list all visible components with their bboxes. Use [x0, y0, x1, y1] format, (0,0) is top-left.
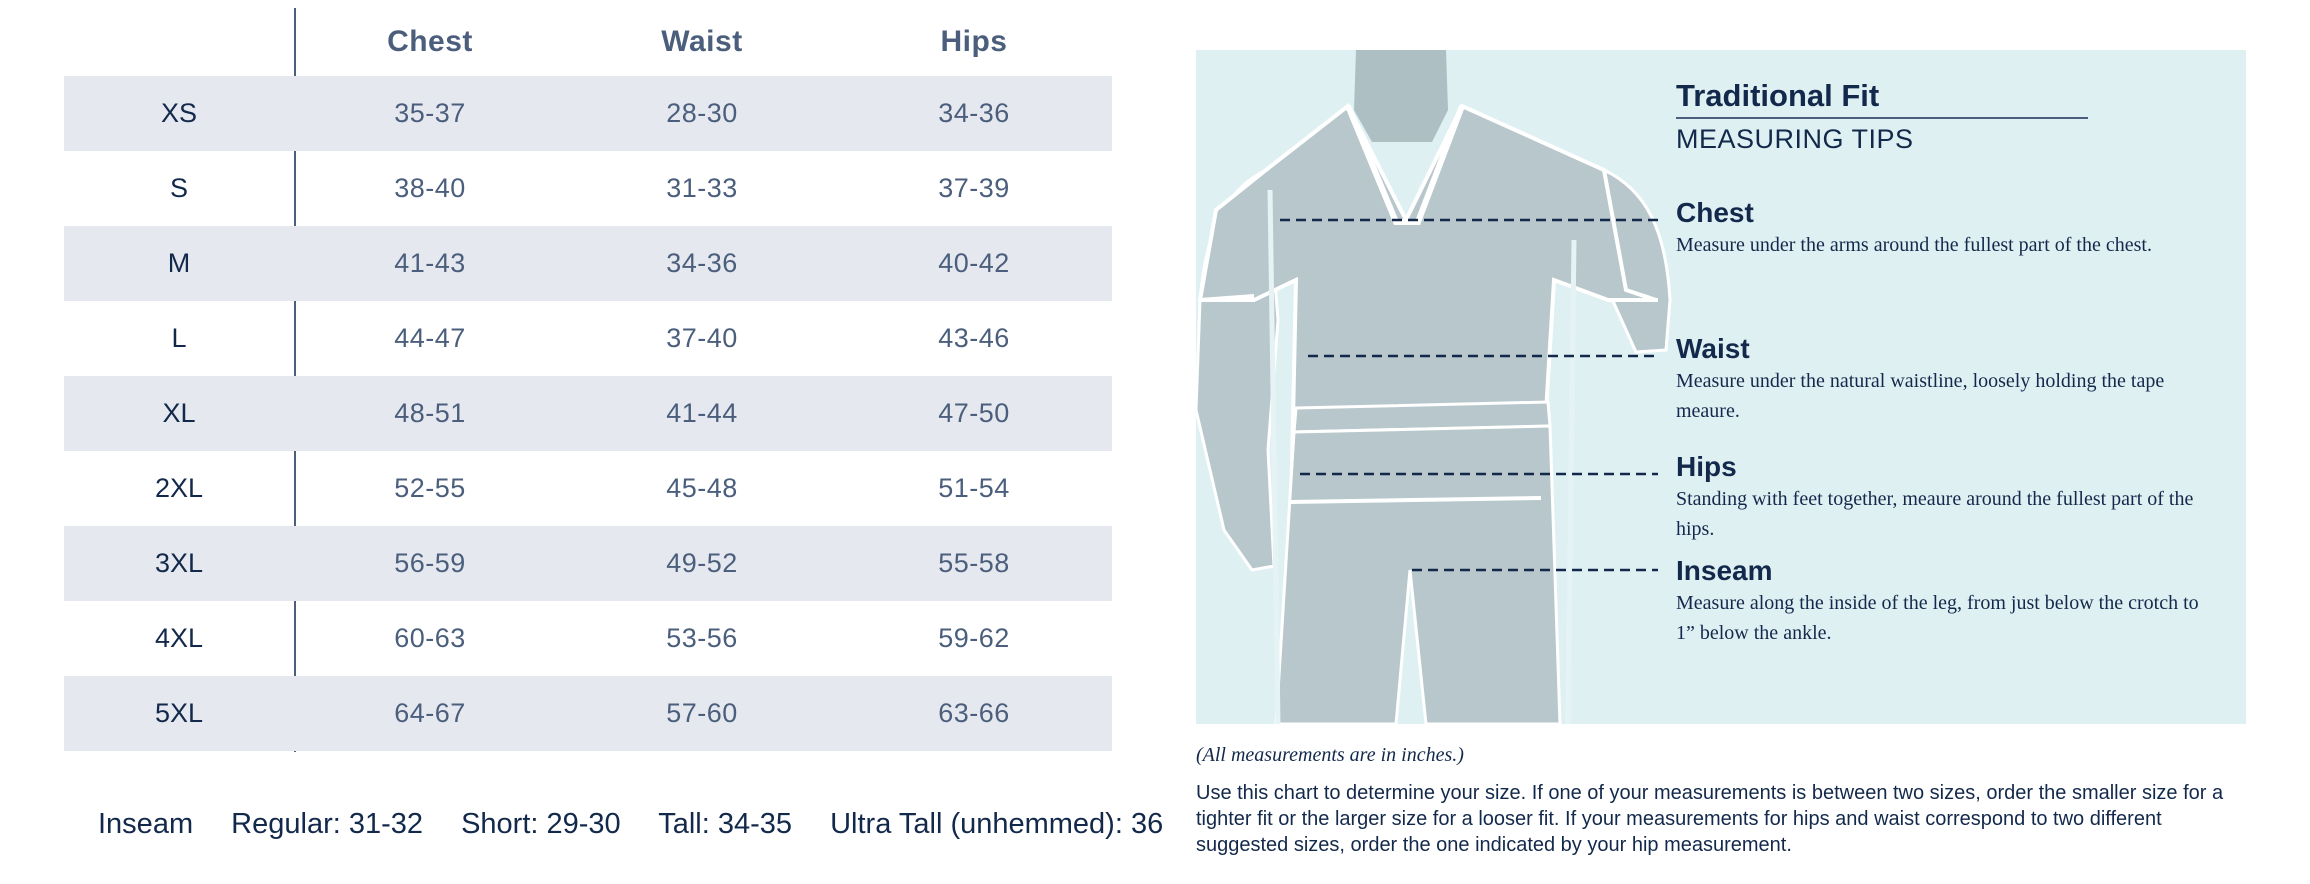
tip-waist [1676, 332, 2206, 426]
size-table [64, 8, 1112, 751]
hips-cell: 34-36 [938, 98, 1010, 128]
chest-cell: 38-40 [394, 173, 466, 203]
hips-cell: 59-62 [938, 623, 1010, 653]
chest-cell: 64-67 [394, 698, 466, 728]
waist-cell: 53-56 [666, 623, 738, 653]
hips-cell: 55-58 [938, 548, 1010, 578]
chest-cell: 44-47 [394, 323, 466, 353]
tip-title: Inseam [1676, 555, 1773, 586]
chest-cell: 52-55 [394, 473, 466, 503]
table-row [64, 676, 1112, 751]
table-row [64, 601, 1112, 676]
waist-cell: 28-30 [666, 98, 738, 128]
size-cell: S [169, 173, 188, 203]
table-row [64, 526, 1112, 601]
scrub-pants [1276, 426, 1560, 724]
waist-cell: 45-48 [666, 473, 738, 503]
tip-title: Chest [1676, 197, 1754, 228]
size-cell: 4XL [154, 623, 204, 653]
table-row [64, 451, 1112, 526]
tip-text: Measure along the inside of the leg, from just below the crotch to 1” below the ankle. [1676, 592, 2199, 644]
tip-title: Hips [1676, 451, 1737, 482]
table-row [64, 226, 1112, 301]
waist-cell: 41-44 [666, 398, 738, 428]
size-cell: L [171, 323, 187, 353]
size-cell: 5XL [154, 698, 204, 728]
tip-chest [1676, 196, 2206, 260]
inseam-ultra-tall: Ultra Tall (unhemmed): 36 [830, 808, 1164, 840]
hips-cell: 47-50 [938, 398, 1010, 428]
inseam-label: Inseam [98, 808, 194, 840]
panel-subtitle: MEASURING TIPS [1676, 124, 1914, 154]
measurement-units-note: (All measurements are in inches.) [1196, 744, 1464, 766]
size-cell: 2XL [154, 473, 204, 503]
tip-inseam [1676, 554, 2206, 648]
waist-cell: 31-33 [666, 173, 738, 203]
header-hips: Hips [940, 25, 1008, 58]
chest-cell: 41-43 [394, 248, 466, 278]
hips-cell: 51-54 [938, 473, 1010, 503]
chest-cell: 60-63 [394, 623, 466, 653]
size-cell: M [167, 248, 191, 278]
table-row [64, 376, 1112, 451]
size-cell: 3XL [154, 548, 204, 578]
hips-cell: 43-46 [938, 323, 1010, 353]
chest-cell: 56-59 [394, 548, 466, 578]
chest-cell: 35-37 [394, 98, 466, 128]
table-header-row [64, 8, 1112, 76]
size-cell: XL [162, 398, 196, 428]
waist-cell: 34-36 [666, 248, 738, 278]
sizing-instructions: Use this chart to determine your size. If one of your measurements is between two sizes, order the smaller size for a tighter fit or the larger size for a looser fit. If your measurements for hips and waist correspond to two different suggested sizes, order the one indicated by your hip measurement. [1196, 782, 2224, 856]
tip-text: Measure under the natural waistline, loosely holding the tape meaure. [1676, 370, 2165, 422]
panel-title: Traditional Fit [1676, 78, 1880, 113]
table-row [64, 301, 1112, 376]
inseam-regular: Regular: 31-32 [231, 808, 424, 840]
title-underline [1676, 117, 2088, 119]
tip-title: Waist [1676, 333, 1750, 364]
size-cell: XS [160, 98, 198, 128]
chest-cell: 48-51 [394, 398, 466, 428]
waist-cell: 37-40 [666, 323, 738, 353]
header-waist: Waist [661, 25, 743, 58]
neck [1354, 50, 1448, 142]
inseam-short: Short: 29-30 [461, 808, 621, 840]
tip-hips [1676, 450, 2206, 544]
measuring-tips-panel [1196, 50, 2246, 724]
hips-cell: 63-66 [938, 698, 1010, 728]
inseam-lengths [98, 808, 1193, 841]
figure-outline [1568, 240, 1574, 724]
waist-cell: 57-60 [666, 698, 738, 728]
waist-cell: 49-52 [666, 548, 738, 578]
inseam-tall: Tall: 34-35 [658, 808, 793, 840]
table-row [64, 151, 1112, 226]
tip-text: Measure under the arms around the fullest part of the chest. [1676, 234, 2152, 256]
hips-cell: 37-39 [938, 173, 1010, 203]
hips-cell: 40-42 [938, 248, 1010, 278]
header-chest: Chest [387, 25, 473, 58]
tip-text: Standing with feet together, meaure around the fullest part of the hips. [1676, 488, 2194, 540]
table-row [64, 76, 1112, 151]
